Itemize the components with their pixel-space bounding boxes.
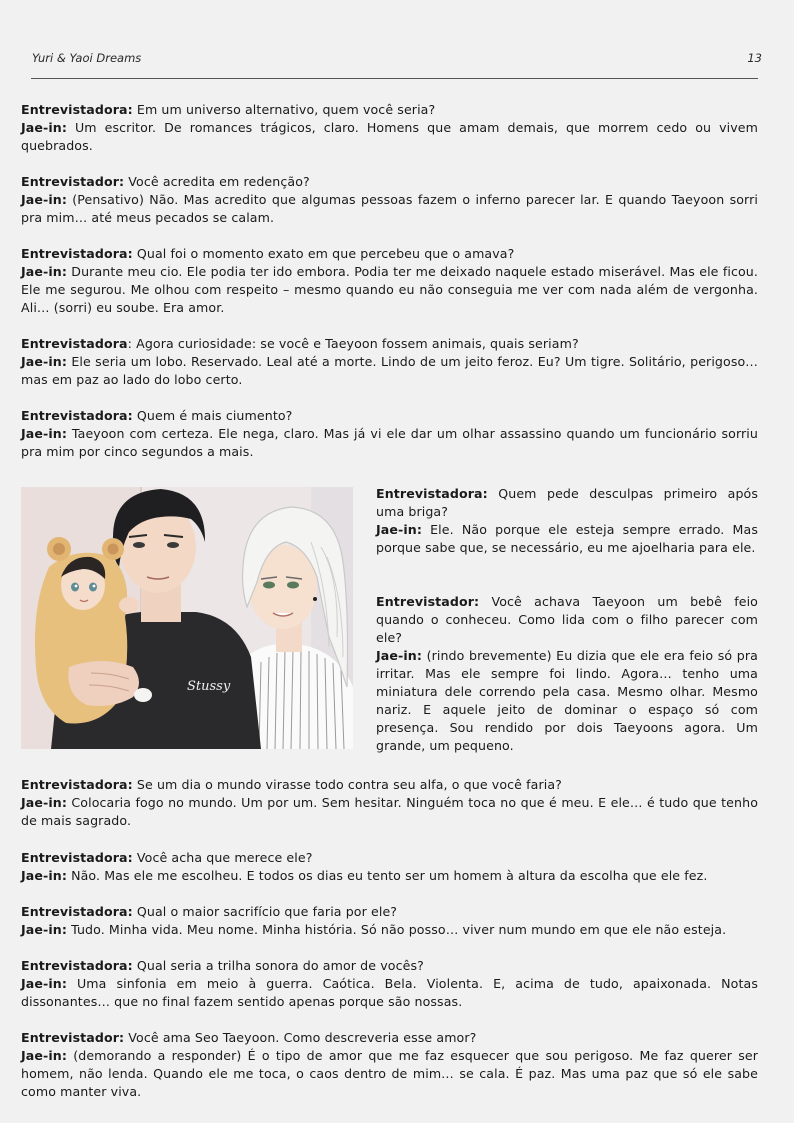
qa-block [21,245,758,317]
qa-block [21,173,758,227]
answer [21,1047,758,1101]
interviewee-label: Jae-in: [21,192,67,207]
answer-text: Uma sinfonia em meio à guerra. Caótica. Bela. Violenta. E, acima de tudo, apaixonada. Notas dissonantes… que no final fazem sentido apenas porque são nossas. [21,976,758,1009]
qa-block [376,485,758,557]
interviewer-label: Entrevistadora: [21,246,133,261]
interviewer-label: Entrevistadora: [376,486,488,501]
question [21,101,758,119]
qa-block [21,101,758,155]
interviewee-label: Jae-in: [21,120,67,135]
question [21,903,758,921]
interviewer-label: Entrevistadora: [21,850,133,865]
question-text: Em um universo alternativo, quem você seria? [132,102,436,117]
interviewer-label: Entrevistadora: [21,958,133,973]
question-text: Qual o maior sacrifício que faria por ele? [132,904,398,919]
qa-block [21,335,758,389]
interviewer-label: Entrevistadora: [21,102,133,117]
interviewer-label: Entrevistadora: [21,777,133,792]
answer-text: Ele. Não porque ele esteja sempre errado. Mas porque sabe que, se necessário, eu me ajoelharia para ele. [376,522,758,555]
question-text: Você acredita em redenção? [124,174,310,189]
answer-text: Não. Mas ele me escolheu. E todos os dias eu tento ser um homem à altura da escolha que ele fez. [66,868,708,883]
answer-text: Um escritor. De romances trágicos, claro. Homens que amam demais, que morrem cedo ou vivem quebrados. [21,120,758,153]
question [21,335,758,353]
interviewee-label: Jae-in: [376,522,422,537]
interviewer-label: Entrevistador: [21,1030,125,1045]
interviewee-label: Jae-in: [21,426,67,441]
question-text: Você achava Taeyoon um bebê feio quando o conheceu. Como lida com o filho parecer com ele? [376,594,758,645]
question [21,776,758,794]
answer [21,119,758,155]
question-text: Quem é mais ciumento? [132,408,293,423]
question [21,245,758,263]
interviewer-label: Entrevistadora [21,336,128,351]
interviewee-label: Jae-in: [21,868,67,883]
answer [376,521,758,557]
interviewee-label: Jae-in: [21,354,67,369]
answer [21,191,758,227]
running-header [32,51,762,65]
answer [21,794,758,830]
illustration-svg [21,487,353,749]
qa-block [21,776,758,830]
answer-text: (rindo brevemente) Eu dizia que ele era feio só pra irritar. Mas ele sempre foi lindo. Agora… tenho uma miniatura dele correndo pela casa. Mesmo olhar. Mesmo nariz. E aquele jeito de dominar o espaço só com presença. Sou rendido por dois Taeyoons agora. Um grande, um pequeno. [376,648,758,753]
qa-block [21,849,758,885]
answer-text: Durante meu cio. Ele podia ter ido embora. Podia ter me deixado naquele estado miserável. Mas ele ficou. Ele me segurou. Me olhou com respeito – mesmo quando eu não conseguia me ver com nada além de vergonha. Ali… (sorri) eu soube. Era amor. [21,264,758,315]
interviewer-label: Entrevistadora: [21,408,133,423]
answer-text: (demorando a responder) É o tipo de amor que me faz esquecer que sou perigoso. Me faz querer ser homem, não lenda. Quando ele me toca, o caos dentro de mim… se cala. É paz. Mas uma paz que só ele sabe como manter viva. [21,1048,758,1099]
answer [21,425,758,461]
question [376,593,758,647]
interviewee-label: Jae-in: [21,976,67,991]
interviewer-label: Entrevistador: [376,594,480,609]
interviewee-label: Jae-in: [21,264,67,279]
qa-block [376,593,758,755]
answer [21,353,758,389]
header-rule [31,78,758,79]
answer [21,975,758,1011]
question [21,1029,758,1047]
question-text: Se um dia o mundo virasse todo contra seu alfa, o que você faria? [132,777,562,792]
manhwa-illustration [21,487,353,749]
question-text: Quem pede desculpas primeiro após uma briga? [376,486,758,519]
interviewee-label: Jae-in: [376,648,422,663]
shirt-logo: Stussy [187,679,231,694]
answer [376,647,758,755]
qa-block [21,1029,758,1101]
qa-block [21,903,758,939]
interviewer-label: Entrevistadora: [21,904,133,919]
answer [21,921,758,939]
question-text: Você acha que merece ele? [132,850,313,865]
question [21,957,758,975]
question [376,485,758,521]
question-text: Qual foi o momento exato em que percebeu que o amava? [132,246,515,261]
question-text: Você ama Seo Taeyoon. Como descreveria esse amor? [124,1030,477,1045]
publication-title: Yuri & Yaoi Dreams [32,51,142,65]
interviewee-label: Jae-in: [21,1048,67,1063]
qa-block [21,957,758,1011]
answer-text: Taeyoon com certeza. Ele nega, claro. Mas já vi ele dar um olhar assassino quando um funcionário sorriu pra mim por cinco segundos a mais. [21,426,758,459]
qa-block [21,407,758,461]
interviewee-label: Jae-in: [21,795,67,810]
answer-text: Colocaria fogo no mundo. Um por um. Sem hesitar. Ninguém toca no que é meu. E ele… é tudo que tenho de mais sagrado. [21,795,758,828]
answer [21,867,758,885]
interviewer-label: Entrevistador: [21,174,125,189]
interviewee-label: Jae-in: [21,922,67,937]
question [21,407,758,425]
question-text: Qual seria a trilha sonora do amor de vocês? [132,958,424,973]
question [21,849,758,867]
answer [21,263,758,317]
question [21,173,758,191]
answer-text: Ele seria um lobo. Reservado. Leal até a morte. Lindo de um jeito feroz. Eu? Um tigre. Solitário, perigoso… mas em paz ao lado do lobo certo. [21,354,758,387]
answer-text: (Pensativo) Não. Mas acredito que algumas pessoas fazem o inferno parecer lar. E quando Taeyoon sorri pra mim… até meus pecados se calam. [21,192,758,225]
answer-text: Tudo. Minha vida. Meu nome. Minha história. Só não posso… viver num mundo em que ele não esteja. [66,922,727,937]
page-number: 13 [747,51,762,65]
question-text: : Agora curiosidade: se você e Taeyoon fossem animais, quais seriam? [127,336,579,351]
